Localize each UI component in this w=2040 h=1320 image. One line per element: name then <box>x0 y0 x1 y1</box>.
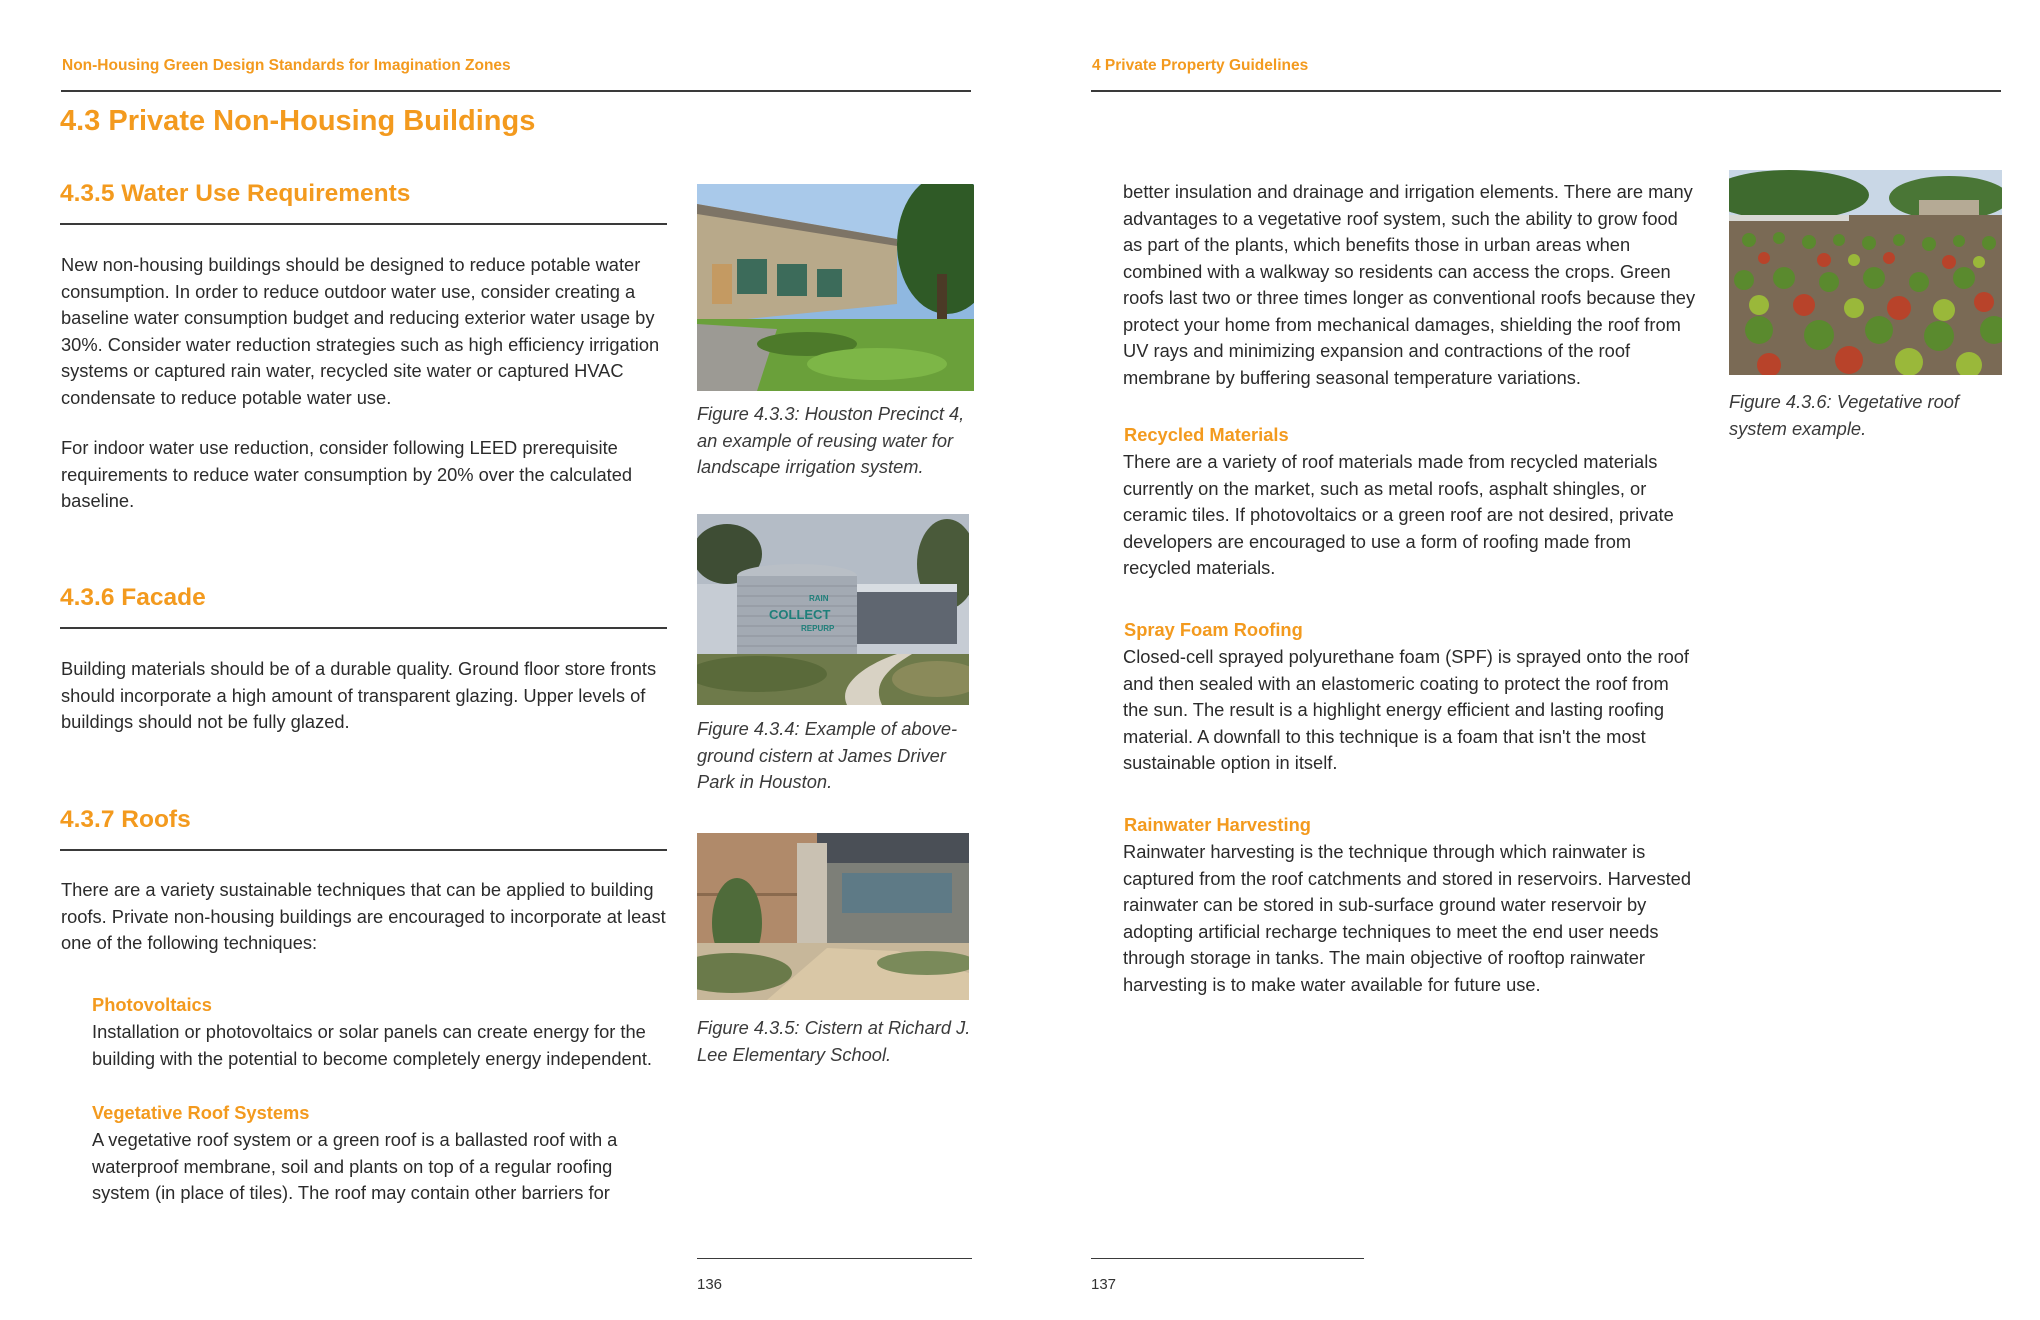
recycled-materials-text: There are a variety of roof materials made from recycled materials currently on the market, such as metal roofs, asphalt shingles, or ceramic tiles. If photovoltaics or a green roof are not desired, private developers are encouraged to use a form of roofing made from recycled materials. <box>1123 451 1674 578</box>
header-rule-right <box>1091 90 2001 92</box>
facade-paragraph: Building materials should be of a durable quality. Ground floor store fronts should incorporate a high amount of transparent glazing. Upper levels of buildings should not be fully glazed. <box>61 658 657 732</box>
page-number-right: 137 <box>1091 1276 1117 1293</box>
water-use-heading: 4.3.5 Water Use Requirements <box>60 180 411 207</box>
figure-4-3-3-caption: Figure 4.3.3: Houston Precinct 4, an example of reusing water for landscape irrigation system. <box>697 403 965 477</box>
water-paragraph-2: For indoor water use reduction, consider following LEED prerequisite requirements to reduce water consumption by 20% over the calculated baseline. <box>61 437 633 511</box>
photovoltaics-text: Installation or photovoltaics or solar panels can create energy for the building with the potential to become completely energy independent. <box>92 1021 652 1069</box>
section-title: 4.3 Private Non-Housing Buildings <box>60 105 536 137</box>
water-paragraph-1: New non-housing buildings should be designed to reduce potable water consumption. In order to reduce outdoor water use, consider creating a baseline water consumption budget and reducing exterior water usage by 30%. Consider water reduction strategies such as high efficiency irrigation systems or captured rain water, recycled site water or captured HVAC condensate to reduce potable water use. <box>61 254 660 408</box>
water-heading-rule <box>60 223 667 225</box>
facade-heading: 4.3.6 Facade <box>60 584 206 611</box>
cistern-sign-rain: RAIN <box>809 594 829 603</box>
cistern-sign-repurpose: REPURP <box>801 624 835 633</box>
recycled-materials-heading: Recycled Materials <box>1124 424 1289 445</box>
footer-rule-right <box>1091 1258 1364 1259</box>
figure-4-3-5-photo <box>697 833 969 1000</box>
right-running-header: 4 Private Property Guidelines <box>1092 57 1309 74</box>
roofs-intro: There are a variety sustainable techniques that can be applied to building roofs. Private non-housing buildings are encouraged to incorporate at least one of the following techniques: <box>61 879 666 953</box>
figure-4-3-3-photo <box>697 184 974 391</box>
left-running-header: Non-Housing Green Design Standards for Imagination Zones <box>62 57 511 74</box>
photovoltaics-heading: Photovoltaics <box>92 994 212 1015</box>
roofs-heading-rule <box>60 849 667 851</box>
spray-foam-text: Closed-cell sprayed polyurethane foam (SPF) is sprayed onto the roof and then sealed with an elastomeric coating to protect the roof from the sun. The result is a highlight energy efficient and lasting roofing material. A downfall to this technique is a foam that isn't the most sustainable option in itself. <box>1123 646 1689 773</box>
vegetative-roof-text-continued: better insulation and drainage and irrigation elements. There are many advantages to a vegetative roof system, such the ability to grow food as part of the plants, which benefits those in urban areas when combined with a walkway so residents can access the crops. Green roofs last two or three times longer as conventional roofs because they protect your home from mechanical damages, shielding the roof from UV rays and minimizing expansion and contractions of the roof membrane by buffering seasonal temperature variations. <box>1123 181 1696 388</box>
figure-4-3-4-photo <box>697 514 969 705</box>
facade-heading-rule <box>60 627 667 629</box>
rainwater-text: Rainwater harvesting is the technique through which rainwater is captured from the roof catchments and stored in reservoirs. Harvested rainwater can be stored in sub-surface ground water reservoir by adopting artificial recharge techniques to meet the end user needs through storage in tanks. The main objective of rooftop rainwater harvesting is to make water available for future use. <box>1123 841 1691 995</box>
header-rule-left <box>61 90 971 92</box>
rainwater-heading: Rainwater Harvesting <box>1124 814 1311 835</box>
cistern-sign-collect: COLLECT <box>769 607 831 622</box>
footer-rule-left <box>697 1258 972 1259</box>
figure-4-3-6-caption: Figure 4.3.6: Vegetative roof system example. <box>1729 391 1960 439</box>
roofs-heading: 4.3.7 Roofs <box>60 806 191 833</box>
figure-4-3-4-caption: Figure 4.3.4: Example of above-ground cistern at James Driver Park in Houston. <box>697 718 958 792</box>
figure-4-3-6-photo <box>1729 170 2002 375</box>
vegetative-roof-text: A vegetative roof system or a green roof is a ballasted roof with a waterproof membrane, soil and plants on top of a regular roofing system (in place of tiles). The roof may contain other barriers for <box>92 1129 618 1203</box>
figure-4-3-5-caption: Figure 4.3.5: Cistern at Richard J. Lee Elementary School. <box>697 1017 971 1065</box>
vegetative-roof-heading: Vegetative Roof Systems <box>92 1102 310 1123</box>
page-number-left: 136 <box>697 1276 723 1293</box>
spray-foam-heading: Spray Foam Roofing <box>1124 619 1303 640</box>
